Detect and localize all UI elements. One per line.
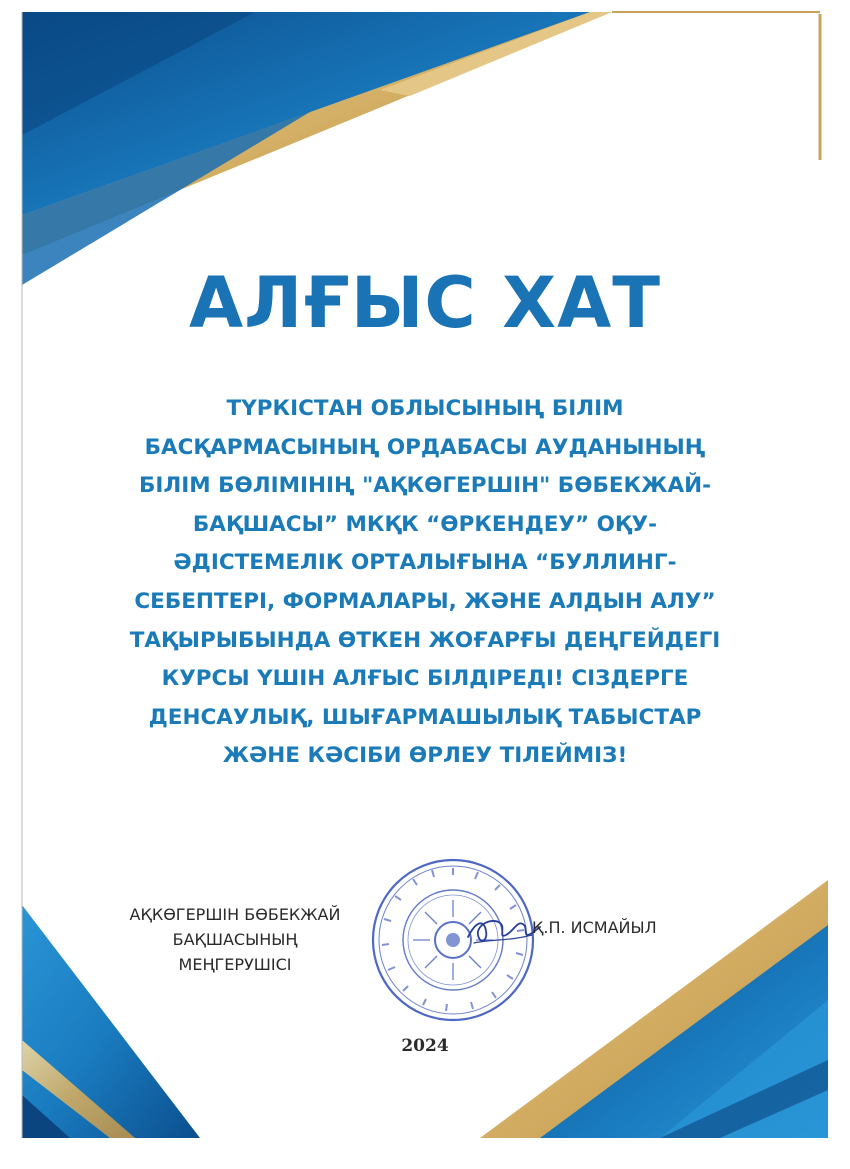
signer-position-line: БАҚШАСЫНЫҢ — [172, 930, 298, 949]
document-year: 2024 — [401, 1036, 449, 1056]
signer-position-line: АҚКӨГЕРШІН БӨБЕКЖАЙ — [129, 905, 341, 924]
signer-position-line: МЕҢГЕРУШІСІ — [178, 955, 292, 974]
letter-body — [120, 390, 730, 776]
body-line: ТАҚЫРЫБЫНДА ӨТКЕН ЖОҒАРҒЫ ДЕҢГЕЙДЕГІ — [129, 627, 721, 653]
signature-icon — [462, 905, 542, 955]
body-line: КУРСЫ ҮШІН АЛҒЫС БІЛДІРЕДІ! СІЗДЕРГЕ — [161, 666, 689, 692]
body-line: БАҚШАСЫ” МКҚК “ӨРКЕНДЕУ” ОҚУ- — [192, 511, 658, 537]
body-line: БАСҚАРМАСЫНЫҢ ОРДАБАСЫ АУДАНЫНЫҢ — [144, 434, 706, 460]
body-line: ТҮРКІСТАН ОБЛЫСЫНЫҢ БІЛІМ — [226, 396, 624, 421]
signer-position — [110, 902, 360, 977]
body-line: ӘДІСТЕМЕЛІК ОРТАЛЫҒЫНА “БУЛЛИНГ- — [173, 550, 677, 576]
page-title: АЛҒЫС ХАТ — [188, 262, 662, 344]
body-line: ДЕНСАУЛЫҚ, ШЫҒАРМАШЫЛЫҚ ТАБЫСТАР — [148, 704, 702, 730]
body-line: БІЛІМ БӨЛІМІНІҢ "АҚКӨГЕРШІН" БӨБЕКЖАЙ- — [139, 473, 711, 499]
signer-name: Қ.П. ИСМАЙЫЛ — [532, 918, 657, 937]
body-line: ЖӘНЕ КӘСІБИ ӨРЛЕУ ТІЛЕЙМІЗ! — [222, 743, 628, 769]
body-line: СЕБЕПТЕРІ, ФОРМАЛАРЫ, ЖӘНЕ АЛДЫН АЛУ” — [134, 588, 716, 614]
